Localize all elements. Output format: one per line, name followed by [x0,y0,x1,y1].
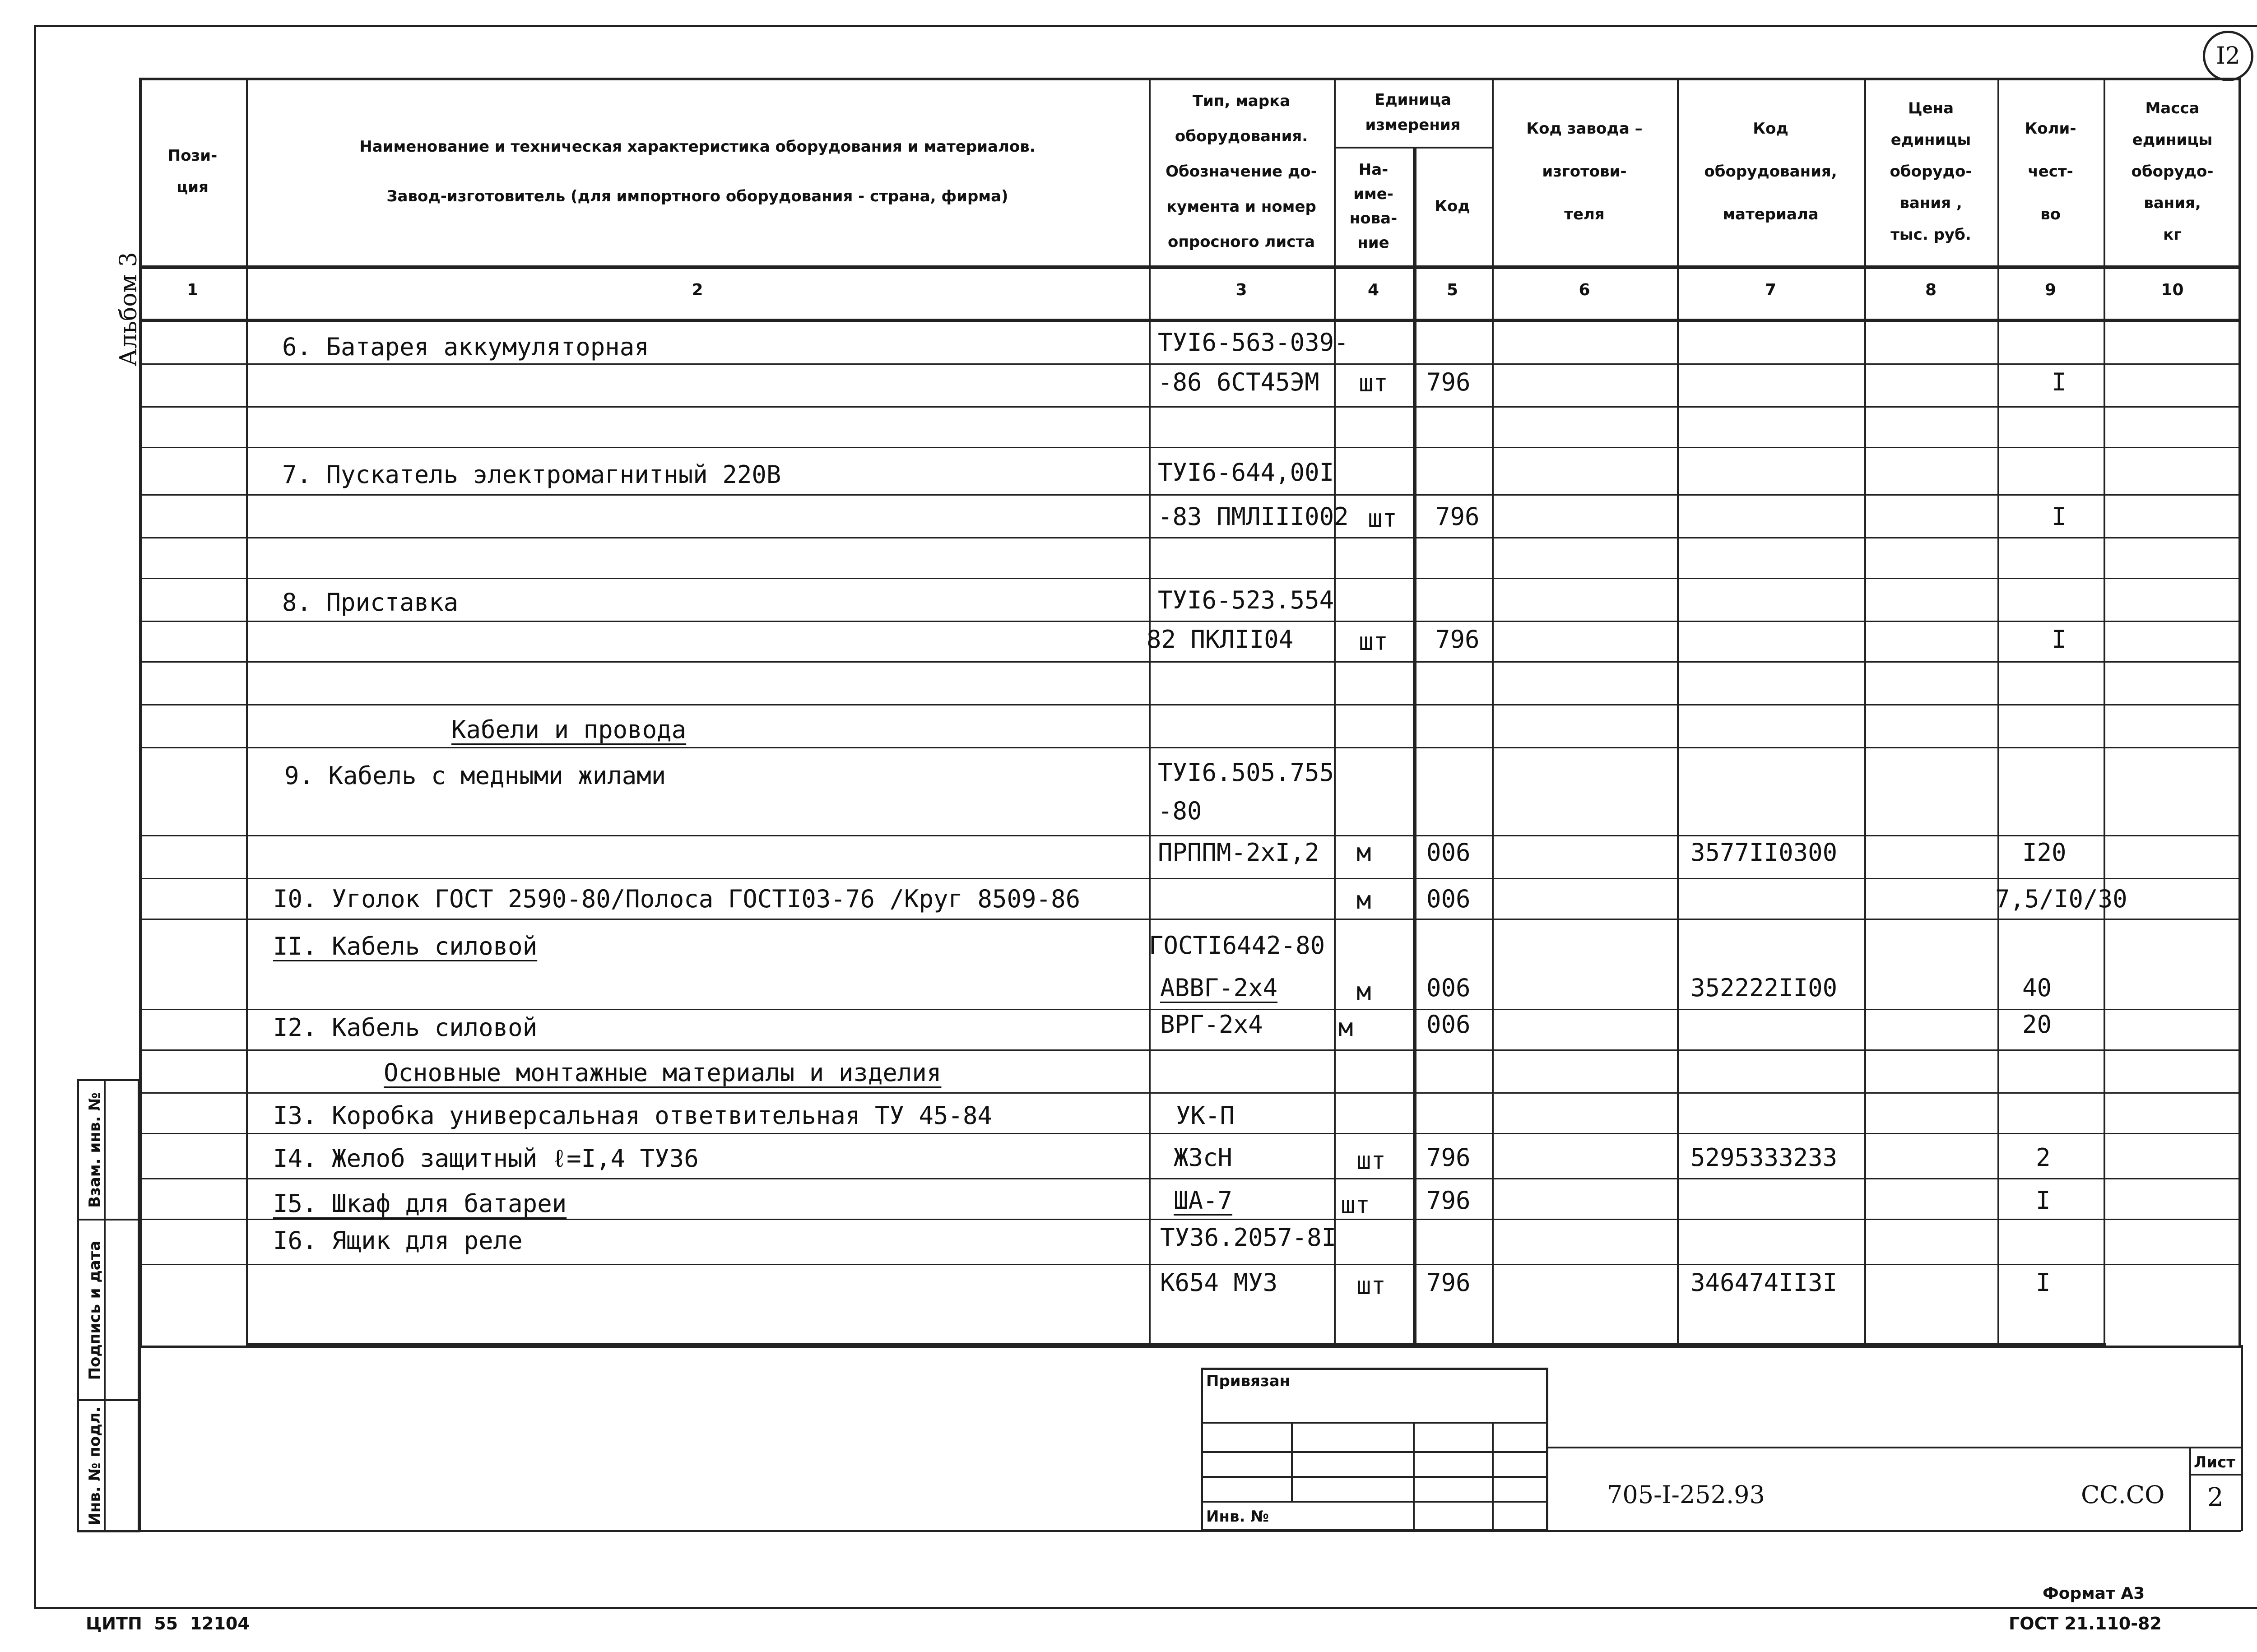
row-12-equip-code: 3577II0300 [1690,838,1838,867]
row-20-name: I5. Шкаф для батареи [273,1189,567,1218]
row-22-type: К654 МУ3 [1160,1268,1278,1297]
row-19-unit: шт [1356,1146,1386,1175]
row-4-code: 796 [1435,502,1480,531]
title-block-right-edge [2241,1345,2243,1531]
row-19-name: I4. Желоб защитный ℓ=I,4 ТУ36 [273,1144,699,1173]
row-22-equip-code: 346474II3I [1690,1268,1838,1297]
colnum-4: 4 [1367,281,1379,299]
album-label: Альбом 3 [115,252,142,367]
row-7-qty: I [2052,625,2067,654]
row-4-qty: I [2052,502,2067,531]
sheet-badge-text: I2 [2216,42,2240,70]
row-line [139,621,2241,622]
header-col2-text: Наименование и техническая характеристика оборудования и материалов. Завод-изготовитель (для импортного оборудования - страна, фирма) [359,138,1036,205]
header-col2 [246,78,1149,265]
row-16-name: I2. Кабель силовой [273,1013,538,1042]
row-13-code: 006 [1426,885,1471,913]
row-12-code: 006 [1426,838,1471,867]
list-number: 2 [2207,1483,2224,1512]
row-7-unit: шт [1359,627,1389,656]
row-18-type: УК-П [1176,1101,1235,1130]
row-4-type: -83 ПМЛIII002 [1158,502,1349,531]
header-col1-text: Пози- ция [167,147,218,196]
row-0-name: 6. Батарея аккумуляторная [282,333,649,361]
colnum-5: 5 [1446,281,1458,299]
header-col1 [139,78,246,265]
format-label: Формат А3 [2043,1584,2145,1603]
row-line [139,1264,2241,1265]
row-line [139,747,2241,748]
row-16-qty: 20 [2022,1010,2052,1039]
side-stamp-podpis: Подпись и дата [86,1240,104,1380]
header-col3 [1149,78,1334,265]
row-10-name: 9. Кабель с медными жилами [284,761,666,790]
privyazan-col [1413,1422,1415,1531]
doc-mark: СС.СО [2081,1480,2165,1509]
col-line-1 [246,78,248,1348]
row-15-code: 006 [1426,974,1471,1002]
row-6-type: ТУI6-523.554 [1158,586,1334,614]
colnum-9: 9 [2044,281,2057,299]
title-block-bottom [139,1530,2241,1532]
row-16-type: ВРГ-2х4 [1160,1010,1263,1039]
header-divider [139,265,2241,269]
header-col10-text: Масса единицы оборудо- вания, кг [2131,99,2214,244]
title-main-top [1548,1447,2241,1448]
row-line [139,447,2241,448]
row-0-type: ТУI6-563-039- [1158,328,1349,357]
header-col9-text: Коли- чест- во [2025,119,2076,223]
row-22-qty: I [2036,1268,2051,1297]
row-15-unit: м [1356,977,1371,1006]
row-19-qty: 2 [2036,1143,2051,1172]
row-line [139,1178,2241,1179]
doc-code: 705-I-252.93 [1607,1480,1765,1509]
colnum-1: 1 [186,281,199,299]
row-4-unit: шт [1368,504,1398,533]
row-line [139,1219,2241,1220]
privyazan-line [1201,1451,1548,1453]
section-cables-header: Кабели и провода [451,715,687,744]
privyazan-col [1291,1422,1293,1501]
privyazan-col [1492,1422,1494,1531]
row-13-name: I0. Уголок ГОСТ 2590-80/Полоса ГОСТI03-76 /Круг 8509-86 [273,885,1081,913]
header-col8-text: Цена единицы оборудо- вания , тыс. руб. [1890,99,1972,244]
row-line [139,363,2241,365]
header-col10 [2104,78,2241,265]
row-1-qty: I [2052,368,2067,396]
row-line [139,704,2241,705]
col-line-8 [1997,78,1999,1348]
header-col6-text: Код завода – изготови- теля [1526,119,1643,223]
row-19-equip-code: 5295333233 [1690,1143,1838,1172]
inv-no-label: Инв. № [1206,1508,1269,1526]
header-col5 [1413,147,1492,265]
sheet-badge [2203,31,2253,81]
table-bottom-line [246,1343,2106,1346]
row-22-unit: шт [1356,1271,1386,1300]
list-label: Лист [2194,1453,2235,1471]
row-14-type: ГОСТI6442-80 [1149,931,1325,960]
row-20-code: 796 [1426,1186,1471,1215]
row-line [139,578,2241,579]
citp-label: ЦИТП 55 12104 [86,1614,250,1633]
row-line [139,406,2241,408]
row-16-code: 006 [1426,1010,1471,1039]
row-21-type: ТУ36.2057-8I [1160,1223,1337,1252]
numbers-divider [139,319,2241,322]
row-20-qty: I [2036,1186,2051,1215]
privyazan-label: Привязан [1206,1372,1291,1390]
col-line-7 [1864,78,1866,1348]
row-line [139,1133,2241,1134]
row-21-name: I6. Ящик для реле [273,1226,523,1255]
row-line [139,661,2241,663]
row-line [139,919,2241,920]
row-12-unit: м [1356,838,1371,867]
row-11-type: -80 [1158,797,1202,825]
row-22-code: 796 [1426,1268,1471,1297]
header-col3-text: Тип, марка оборудования. Обозначение до- кумента и номер опросного листа [1166,92,1317,251]
row-20-type: ША-7 [1174,1186,1233,1215]
row-15-qty: 40 [2022,974,2052,1002]
col-line-2 [1149,78,1151,1348]
gost-label: ГОСТ 21.110-82 [2009,1614,2162,1633]
col-line-5 [1492,78,1494,1348]
row-15-equip-code: 352222II00 [1690,974,1838,1002]
row-13-unit: м [1356,886,1371,914]
list-row-line [2189,1474,2241,1476]
row-line [139,537,2241,538]
privyazan-line [1201,1501,1548,1503]
header-col9 [1997,78,2104,265]
row-15-type: АВВГ-2х4 [1160,974,1278,1002]
row-3-name: 7. Пускатель электромагнитный 220В [282,460,781,489]
side-stamp-vzam: Взам. инв. № [86,1092,104,1208]
header-col4 [1334,147,1413,265]
colnum-6: 6 [1579,281,1590,299]
row-7-type: 82 ПКЛII04 [1147,625,1294,654]
side-stamp-line [77,1219,140,1220]
row-18-name: I3. Коробка универсальная ответвительная ТУ 45-84 [273,1101,993,1130]
side-stamp-inv: Инв. № подл. [86,1406,104,1526]
row-line [139,494,2241,496]
row-1-type: -86 6СТ45ЭМ [1158,368,1319,396]
header-col7-text: Код оборудования, материала [1704,119,1837,223]
colnum-8: 8 [1925,281,1937,299]
row-13-qty: 7,5/I0/30 [1995,885,2127,913]
row-line [139,878,2241,879]
title-block-left-edge [139,1345,141,1531]
header-unit-group [1334,78,1492,147]
header-unit-group-text: Единица измерения [1365,90,1461,134]
row-19-type: ЖЗсН [1174,1143,1233,1172]
row-12-qty: I20 [2022,838,2067,867]
row-line [139,1049,2241,1051]
header-col5-text: Код [1435,197,1470,215]
header-col6 [1492,78,1677,265]
row-1-code: 796 [1426,368,1471,396]
privyazan-box [1201,1368,1548,1531]
col-line-3 [1334,78,1336,1348]
colnum-2: 2 [692,281,703,299]
privyazan-line [1201,1422,1548,1424]
list-col-line [2189,1447,2191,1531]
row-10-type: ТУI6.505.755 [1158,758,1334,787]
row-7-code: 796 [1435,625,1480,654]
row-1-unit: шт [1359,369,1389,397]
colnum-10: 10 [2161,281,2184,299]
row-14-name: II. Кабель силовой [273,932,538,961]
header-col8 [1864,78,1997,265]
header-col7 [1677,78,1864,265]
colnum-3: 3 [1235,281,1247,299]
row-6-name: 8. Приставка [282,588,459,617]
section-materials-header: Основные монтажные материалы и изделия [384,1058,942,1087]
privyazan-line [1201,1476,1548,1478]
row-line [139,835,2241,836]
row-16-unit: м [1338,1013,1353,1042]
col-line-9 [2104,78,2105,1348]
header-col4-text: На- име- нова- ние [1349,160,1398,252]
row-3-type: ТУI6-644,00I [1158,458,1334,487]
row-line [139,1092,2241,1094]
row-20-unit: шт [1341,1191,1370,1219]
row-19-code: 796 [1426,1143,1471,1172]
row-12-type: ПРППМ-2хI,2 [1158,838,1319,867]
col-line-6 [1677,78,1679,1348]
colnum-7: 7 [1765,281,1777,299]
